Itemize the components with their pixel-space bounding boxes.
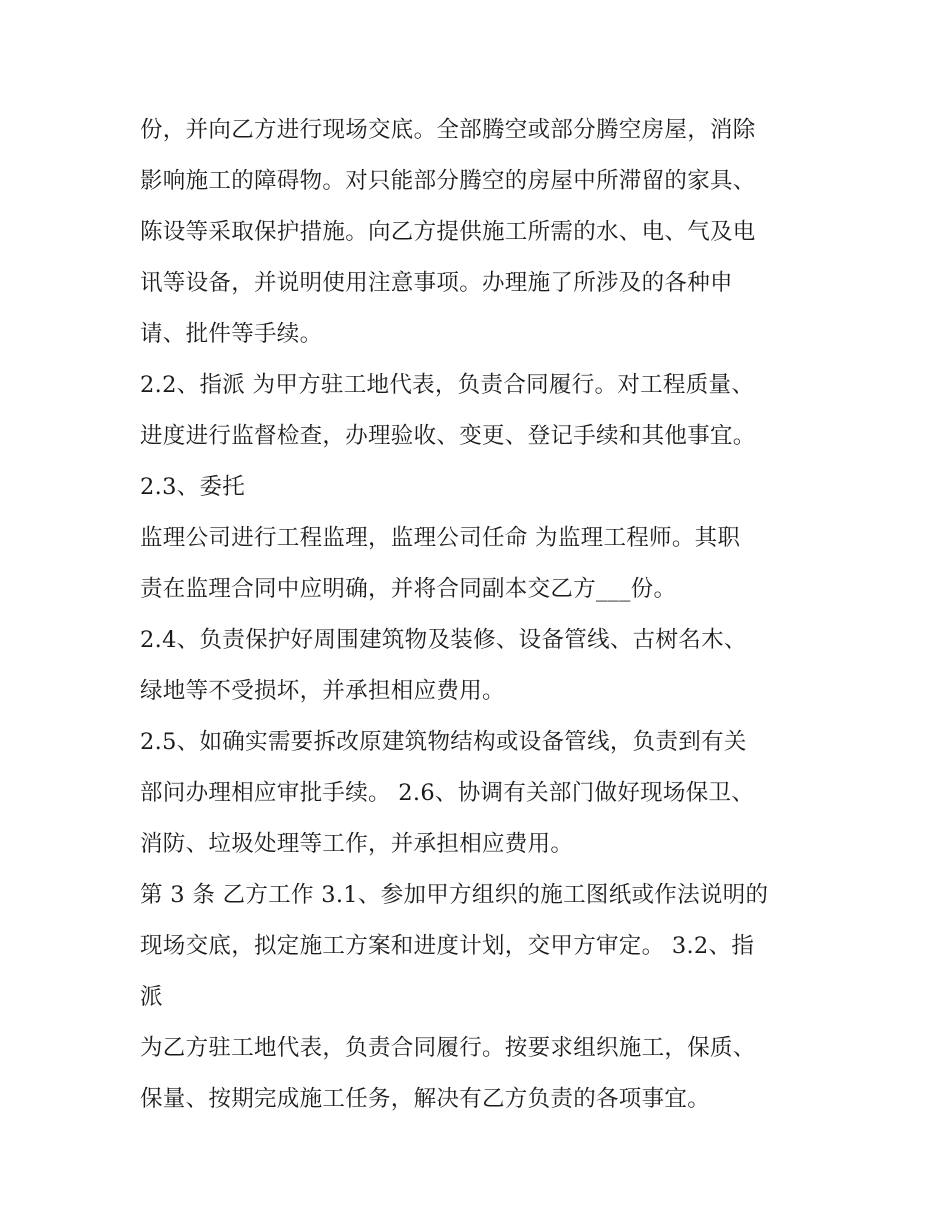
text-line: 消防、垃圾处理等工作，并承担相应费用。: [140, 831, 574, 857]
text-line: 派: [140, 984, 163, 1010]
contract-body-text: [140, 105, 840, 1125]
text-line: 为乙方驻工地代表，负责合同履行。按要求组织施工，保质、: [140, 1035, 756, 1061]
text-line: 现场交底，拟定施工方案和进度计划，交甲方审定。 3.2、指: [140, 933, 755, 959]
text-line: 陈设等采取保护措施。向乙方提供施工所需的水、电、气及电: [140, 219, 756, 245]
text-line: 2.2、指派 为甲方驻工地代表，负责合同履行。对工程质量、: [140, 372, 755, 398]
text-line: 2.4、负责保护好周围建筑物及装修、设备管线、古树名木、: [140, 627, 747, 653]
text-line: 部问办理相应审批手续。 2.6、协调有关部门做好现场保卫、: [140, 780, 755, 806]
text-line: 监理公司进行工程监理，监理公司任命 为监理工程师。其职: [140, 525, 741, 551]
text-line: 2.3、委托: [140, 474, 246, 500]
text-line: 绿地等不受损坏，并承担相应费用。: [140, 678, 505, 704]
text-line: 份，并向乙方进行现场交底。全部腾空或部分腾空房屋，消除: [140, 117, 756, 143]
text-line: 讯等设备，并说明使用注意事项。办理施了所涉及的各种申: [140, 270, 733, 296]
text-line: 责在监理合同中应明确，并将合同副本交乙方___份。: [140, 576, 677, 602]
text-line: 进度进行监督检查，办理验收、变更、登记手续和其他事宜。: [140, 423, 756, 449]
text-line: 影响施工的障碍物。对只能部分腾空的房屋中所滞留的家具、: [140, 168, 756, 194]
text-line: 请、批件等手续。: [140, 321, 323, 347]
text-line: 2.5、如确实需要拆改原建筑物结构或设备管线，负责到有关: [140, 729, 747, 755]
text-line: 保量、按期完成施工任务，解决有乙方负责的各项事宜。: [140, 1086, 711, 1112]
text-line: 第 3 条 乙方工作 3.1、参加甲方组织的施工图纸或作法说明的: [140, 882, 769, 908]
